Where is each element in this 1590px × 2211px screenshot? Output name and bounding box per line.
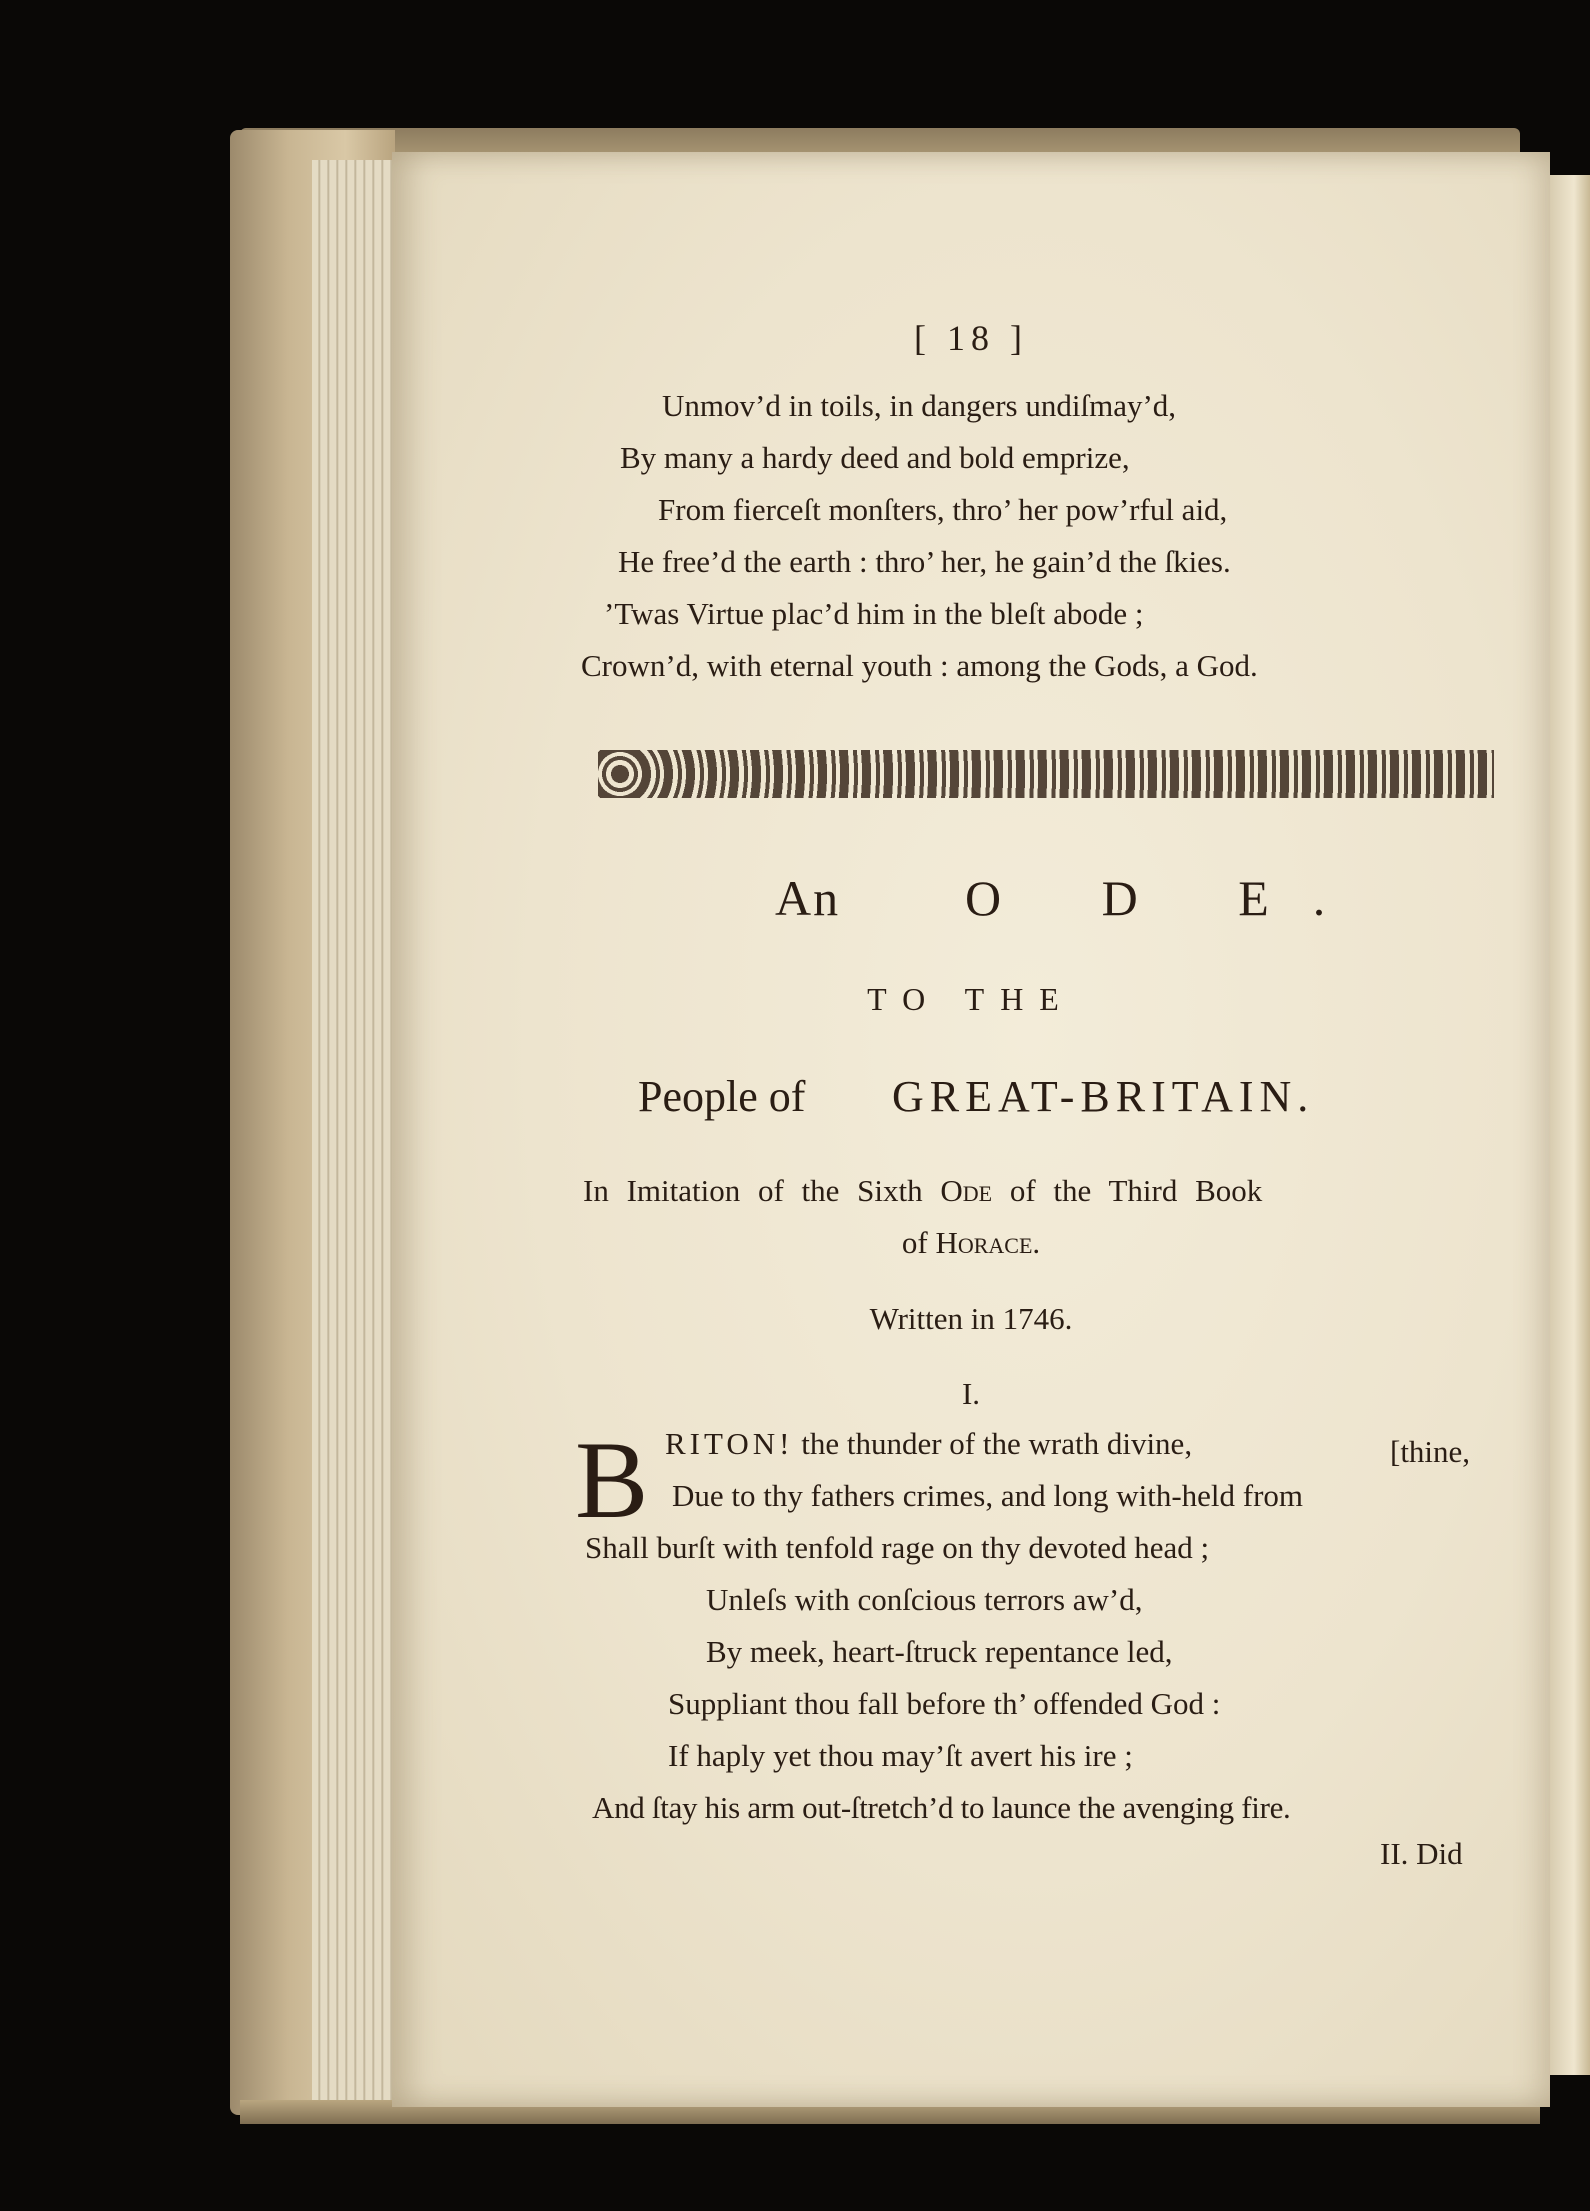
stanza-line-5: ’Twas Virtue plac’d him in the bleſt abode ; <box>604 596 1144 631</box>
poem-line-8: And ſtay his arm out-ſtretch’d to launce the avenging fire. <box>592 1790 1291 1825</box>
poem-line-5: By meek, heart-ſtruck repentance led, <box>706 1634 1173 1669</box>
title-people-of: People of <box>638 1072 806 1121</box>
page-stack <box>312 160 397 2110</box>
title-an: An <box>775 870 841 926</box>
catchword: II. Did <box>1380 1836 1463 1871</box>
poem-line-2: Due to thy fathers crimes, and long with-held from <box>672 1478 1304 1513</box>
page-number: [ 18 ] <box>914 318 1028 358</box>
poem-line-7: If haply yet thou may’ſt avert his ire ; <box>668 1738 1133 1773</box>
title-to-the: TO THE <box>867 981 1075 1017</box>
title-ode: O D E. <box>965 870 1370 926</box>
drop-cap: B <box>575 1419 649 1541</box>
poem-line-1: RITON! the thunder of the wrath divine, <box>665 1426 1193 1461</box>
decorative-ornament-band <box>598 750 1494 798</box>
stanza-line-2: By many a hardy deed and bold emprize, <box>620 440 1130 475</box>
poem-line-6: Suppliant thou fall before th’ offended God : <box>668 1686 1221 1721</box>
stanza-line-6: Crown’d, with eternal youth : among the Gods, a God. <box>581 648 1258 683</box>
poem-line-4: Unleſs with conſcious terrors aw’d, <box>706 1582 1143 1617</box>
stanza-line-3: From fierceſt monſters, thro’ her pow’rful aid, <box>658 492 1228 527</box>
stanza-line-1: Unmov’d in toils, in dangers undiſmay’d, <box>662 388 1177 423</box>
facing-page-edge <box>1550 175 1590 2075</box>
poem-line-3: Shall burſt with tenfold rage on thy devoted head ; <box>585 1530 1210 1565</box>
imitation-line-2: of Horace. <box>901 1225 1041 1260</box>
title-great-britain: GREAT-BRITAIN. <box>892 1072 1315 1121</box>
stanza-line-4: He free’d the earth : thro’ her, he gain’d the ſkies. <box>618 544 1231 579</box>
poem-turnover: [thine, <box>1390 1434 1471 1469</box>
section-number: I. <box>961 1376 981 1411</box>
imitation-line-1: In Imitation of the Sixth Ode of the Third Book <box>583 1173 1263 1208</box>
written-date: Written in 1746. <box>869 1301 1073 1336</box>
